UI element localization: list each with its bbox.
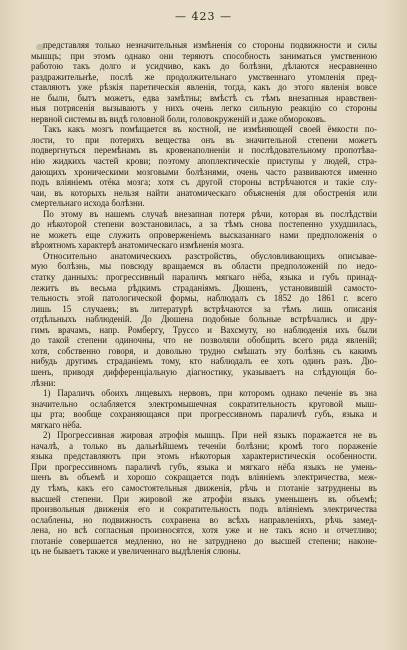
text-line: отдѣльныхъ наблюденій. До Дюшена подобные больные встрѣчались и дру- bbox=[31, 314, 377, 325]
text-line: не можетъ еще служить опроверженіемъ высказаннаго нами предположенія о bbox=[31, 229, 377, 240]
text-line: мую болѣзнь, мы повсюду вращаемся въ области предположеній по недо- bbox=[31, 261, 377, 272]
text-line: раздражительнѣе, послѣ же продолжительнаго умственнаго утомленія пред- bbox=[31, 71, 377, 82]
text-line: произвольныя движенія его и сократительность подъ вліяніемъ электричества bbox=[31, 504, 377, 515]
text-line: Относительно анатомическихъ разстройствъ, обусловливающихъ описывае- bbox=[43, 250, 377, 261]
page-stain bbox=[36, 44, 45, 50]
text-line: представляя только незначительныя измѣненія со стороны подвижности и силы bbox=[43, 40, 377, 50]
text-line: нибудь другимъ страданіемъ тому, кто наблюдалъ ее хоть одинъ разъ. Дю- bbox=[31, 356, 377, 367]
text-line: ставляютъ уже рѣзкія паретическія явленія, тогда, какъ до этого явленія вовсе bbox=[31, 82, 377, 93]
text-line: до такой степени одиночны, что не позволяли обобщить всего ряда явленій; bbox=[31, 335, 377, 346]
text-line: Такъ какъ мозгъ помѣщается въ костной, не измѣняющей своей ёмкости по- bbox=[43, 124, 377, 135]
text-line: смертельнаго исхода болѣзни. bbox=[31, 198, 145, 209]
text-line: тельность этой патологической формы, наблюдалъ съ 1852 до 1861 г. всего bbox=[31, 293, 377, 304]
text-line: лости, то при потеряхъ вещества онъ въ значительной степени можетъ bbox=[31, 134, 377, 145]
text-line: лена, но всѣ согласныя произносятся, хотя уже и не такъ ясно и отчетливо; bbox=[31, 525, 377, 536]
text-line: 2) Прогрессивная жировая атрофія мышцъ. При ней языкъ поражается не въ bbox=[43, 430, 377, 441]
text-line: не были, бытъ можетъ, едва замѣтны; вмѣстѣ съ тѣмъ внезапныя нравствен- bbox=[31, 92, 377, 103]
text-line: подъ вліяніемъ отёка мозга; хотя съ другой стороны встрѣчаются и такіе слу- bbox=[31, 177, 377, 188]
text-line: вѣроятномъ характерѣ анатомическаго измѣненія мозга. bbox=[31, 240, 244, 251]
paragraph bbox=[31, 430, 377, 557]
paragraph bbox=[31, 124, 377, 208]
paragraph bbox=[31, 388, 377, 430]
text-line: языка представляютъ при этомъ нѣкоторыя характеристическія особенности. bbox=[31, 451, 377, 462]
text-line: цъ не бываетъ также и увеличеннаго выдѣленія слюны. bbox=[31, 546, 241, 557]
paragraph bbox=[31, 40, 377, 124]
text-line: нервной системы въ видѣ головной боли, головокруженій и даже обмороковъ. bbox=[31, 113, 327, 124]
text-line: ду тѣмъ, какъ его самостоятельныя движенія, рѣчь и глотаніе затруднены въ bbox=[31, 482, 377, 493]
text-line: подвергнуться перемѣнамъ въ кровенаполненіи и послѣдовательному пропотѣва- bbox=[31, 145, 377, 156]
text-line: цы рта; вообще сохраняющаяся при прогрессивномъ параличѣ губъ, языка и bbox=[31, 409, 377, 420]
text-line: статку данныхъ: прогрессивный параличъ мягкаго нёба, языка и губъ принад- bbox=[31, 272, 377, 283]
text-line: нію жидкихъ частей крови; поэтому апоплектическіе приступы у людей, стра- bbox=[31, 156, 377, 167]
text-line: лишь 15 случаевъ; въ литературѣ встрѣчаются за тѣмъ лишь описанія bbox=[31, 303, 377, 314]
text-line: лежитъ въ весьма рѣдкимъ страданіямъ. Дюшенъ, установившій самосто- bbox=[31, 282, 377, 293]
text-line: мягкаго нёба. bbox=[31, 419, 82, 430]
text-line: По этому въ нашемъ случаѣ внезапная потеря рѣчи, которая въ послѣдствіи bbox=[43, 208, 377, 219]
paragraph bbox=[31, 209, 377, 251]
paragraph bbox=[31, 251, 377, 388]
text-line: гимъ врачамъ, напр. Ромбергу, Труссо и Вахсмуту, но наблюденія ихъ были bbox=[31, 324, 377, 335]
text-line: 1) Параличъ обоихъ лицевыхъ нервовъ, при которомъ однако печеніе въ зна bbox=[43, 388, 377, 399]
text-line: шенъ, приводя дифференціальную діагностику, указываетъ на слѣдующія бо- bbox=[31, 366, 377, 377]
text-line: шенъ въ объемѣ и хорошо сокращается подъ вліяніемъ электричества, меж- bbox=[31, 472, 377, 483]
text-line: глотаніе совершается медленно, но не затруднено до высшей степени; наконе- bbox=[31, 535, 377, 546]
text-line: хотя, собственно говоря, и довольно трудно смѣшать эту болѣзнь съ какимъ bbox=[31, 345, 377, 356]
text-line: При прогрессивномъ параличѣ губъ, языка и мягкаго нёба языкъ не умень- bbox=[31, 461, 377, 472]
text-line: чаи, въ которыхъ нельзя найти анатомическаго объясненія для обостренія или bbox=[31, 187, 377, 198]
body-text bbox=[31, 40, 377, 557]
text-line: лѣзни: bbox=[31, 377, 56, 388]
text-line: дающихъ хроническими мозговыми болѣзнями, очень часто развиваются именно bbox=[31, 166, 377, 177]
page-number: — 423 — bbox=[175, 10, 232, 23]
text-line: значительно ослабляется электромышечная сократительность круговой мыш- bbox=[31, 398, 377, 409]
text-line: высшей степени. При жировой же атрофіи языкъ уменьшенъ въ объемѣ; bbox=[31, 493, 377, 504]
text-line: началѣ, а только въ дальнѣйшемъ теченіи болѣзни; кромѣ того пораженіе bbox=[31, 440, 377, 451]
text-line: мышцъ; при этомъ однако они теряютъ способность заниматься умственною bbox=[31, 50, 377, 61]
text-line: до нѣкоторой степени возстановилась, а за тѣмъ снова постепенно ухудшилась, bbox=[31, 219, 377, 230]
text-line: работою такъ долго и усидчиво, какъ до болѣзни, дѣлаются несравненно bbox=[31, 61, 377, 72]
text-line: ослаблены, но подвижность сохранена во всѣхъ направленіяхъ, рѣчь замед- bbox=[31, 514, 377, 525]
text-line: ныя потрясенія вызываютъ у нихъ очень легко сильную реакцію со стороны bbox=[31, 103, 377, 114]
